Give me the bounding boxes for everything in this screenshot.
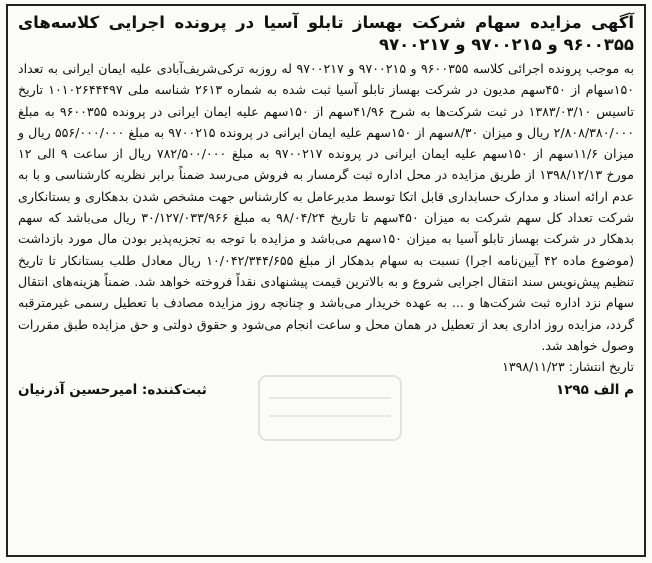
registrar-name: ثبت‌کننده: امیرحسین آذرنیان [18, 382, 207, 399]
notice-code: م الف ۱۲۹۵ [555, 382, 634, 399]
publish-date: تاریخ انتشار: ۱۳۹۸/۱۱/۲۳ [502, 359, 634, 375]
notice-body: به موجب پرونده اجرائی کلاسه ۹۶۰۰۳۵۵ و ۹۷۰۰۲۱۵ و ۹۷۰۰۲۱۷ له روزبه ترکی‌شریف‌آبادی علیه ایمان ایرانی به تعداد ۱۵۰سهام از ۴۵۰سهم مدیون در شرکت بهساز تابلو آسیا ثبت شده به شماره ۲۶۱۳ شناسه ملی ۱۰۱۰۲۶۴۴۴۹۷ تاریخ تاسیس ۱۳۸۳/۰۳/۱۰ در ثبت شرکت‌ها به شرح ۴۱/۹۶سهم از ۱۵۰سهم علیه ایمان ایرانی در پرونده ۹۶۰۰۳۵۵ به مبلغ ۲/۸۰۸/۳۸۰/۰۰۰ ریال و میزان ۸/۳۰سهم از ۱۵۰سهم علیه ایمان ایرانی در پرونده ۹۷۰۰۲۱۵ به مبلغ ۵۵۶/۰۰۰/۰۰۰ ریال و میزان ۱۱/۶سهم از ۱۵۰سهم علیه ایمان ایرانی در پرونده ۹۷۰۰۲۱۷ به مبلغ ۷۸۲/۵۰۰/۰۰۰ ریال از ساعت ۹ الی ۱۲ مورخ ۱۳۹۸/۱۲/۱۳ از طریق مزایده در محل اداره ثبت گرمسار به فروش می‌رسد ضمناً برابر نظریه کارشناسی و با به عدم ارائه اسناد و مدارک حسابداری قابل اتکا توسط مدیرعامل به کارشناس جهت مشخص شدن بدهکاری و بستانکاری شرکت تعداد کل سهم شرکت به میزان ۴۵۰سهم تا تاریخ ۹۸/۰۴/۲۴ به مبلغ ۳۰/۱۲۷/۰۳۳/۹۶۶ ریال می‌باشد که سهم بدهکار در شرکت بهساز تابلو آسیا به میزان ۱۵۰سهم می‌باشد و مزایده با توجه به تجزیه‌پذیر بودن مال مورد بازداشت (موضوع ماده ۴۲ آیین‌نامه اجرا) نسبت به سهام بدهکار از مبلغ ۱۰/۰۴۲/۳۴۴/۶۵۵ ریال معادل طلب بستانکار تا تاریخ تنظیم پیش‌نویس سند انتقال اجرایی شروع و به بالاترین قیمت پیشنهادی نقداً فروخته خواهد شد. ضمناً هزینه‌های انتقال سهام نزد اداره ثبت شرکت‌ها و ... به عهده خریدار می‌باشد و چنانچه روز مزایده مصادف با تعطیل رسمی غیرمترقبه گردد، مزایده روز اداری بعد از تعطیل در همان محل و ساعت انجام می‌شود و حقوق دولتی و حق مزایده طبق مقررات وصول خواهد شد. [18, 61, 635, 353]
notice-footer [18, 378, 634, 402]
auction-notice [6, 4, 646, 557]
notice-title: آگهی مزایده سهام شرکت بهساز تابلو آسیا در پرونده اجرایی کلاسه‌های ۹۶۰۰۳۵۵ و ۹۷۰۰۲۱۵ و ۹۷۰۰۲۱۷ [18, 13, 634, 54]
